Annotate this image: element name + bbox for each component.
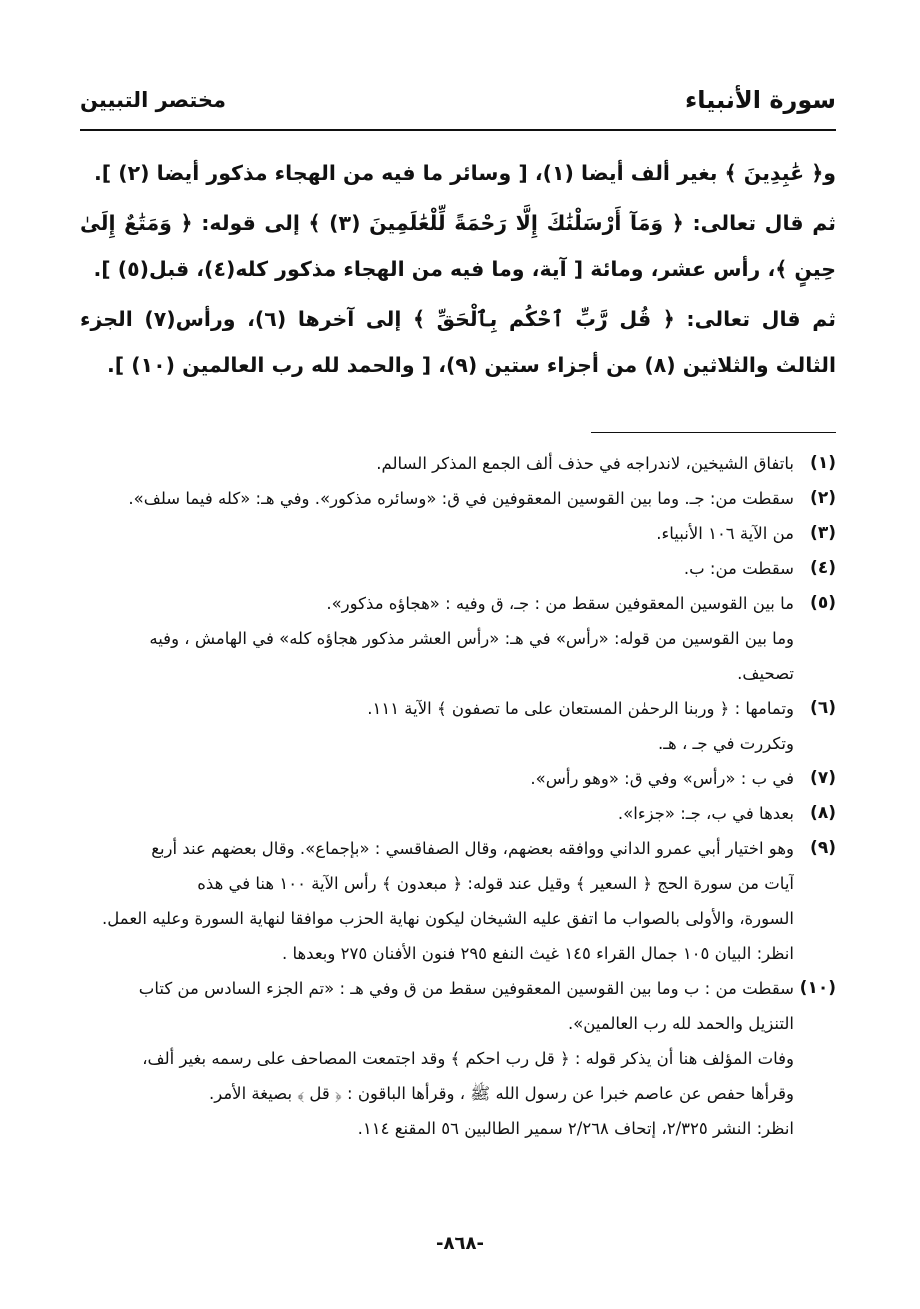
footnote-line: تصحيف. [737,664,794,683]
paragraph-3: ثم قال تعالى: ﴿ قُل رَّبِّ ٱحْكُم بِٱلْحَقِّ ﴾ إلى آخرها (٦)، ورأس(٧) الجزء الثالث والثلاثين (٨) من أجزاء ستين (٩)، [ والحمد لله رب العالمين (١٠) ]. [80,307,836,377]
footnote-line: وتكررت في جـ ، هـ. [657,734,794,753]
footnote-line: وقرأها حفص عن عاصم خبرا عن رسول الله ﷺ ، وقرأها الباقون : ﴿ قل ﴾ بصيغة الأمر. [208,1084,794,1103]
footnote-line: انظر: البيان ١٠٥ جمال القراء ١٤٥ غيث النفع ٢٩٥ فنون الأفنان ٢٧٥ وبعدها . [281,944,794,963]
footnote-line: باتفاق الشيخين، لاندراجه في حذف ألف الجمع المذكر السالم. [376,454,794,473]
footnote-line: انظر: النشر ٢/٣٢٥، إتحاف ٢/٢٦٨ سمير الطالبين ٥٦ المقنع ١١٤. [357,1119,794,1138]
sura-title: سورة الأنبياء [685,86,836,114]
footnote-line: وما بين القوسين من قوله: «رأس» في هـ: «رأس العشر مذكور هجاؤه كله» في الهامش ، وفيه [149,629,794,648]
footnote-8 [80,796,836,831]
footnote-number: (٩) [810,838,836,858]
footnote-10 [80,971,836,1146]
footnotes [80,446,836,1146]
footnote-7 [80,761,836,796]
paragraph-1: و﴿ عَٰبِدِينَ ﴾ بغير ألف أيضا (١)، [ وسائر ما فيه من الهجاء مذكور أيضا (٢) ]. [93,161,836,185]
footnote-1 [80,446,836,481]
footnote-5 [80,586,836,691]
footnote-number: (٢) [810,488,836,508]
footnote-number: (١) [810,453,836,473]
footnote-number: (٤) [810,558,836,578]
footnote-line: ما بين القوسين المعقوفين سقط من : جـ، ق وفيه : «هجاؤه مذكور». [326,594,794,613]
footnote-3 [80,516,836,551]
footnote-number: (٨) [810,803,836,823]
footnote-line: بعدها في ب، جـ: «جزءا». [617,804,794,823]
footnote-2 [80,481,836,516]
footnote-line: وفات المؤلف هنا أن يذكر قوله : ﴿ قل رب احكم ﴾ وقد اجتمعت المصاحف على رسمه بغير ألف، [142,1049,794,1068]
footnote-number: (١٠) [799,978,836,998]
footnote-number: (٣) [810,523,836,543]
footnote-line: سقطت من : ب وما بين القوسين المعقوفين سقط من ق وفي هـ : «تم الجزء السادس من كتاب [138,979,794,998]
footnote-line: وتمامها : ﴿ وربنا الرحمٰن المستعان على ما تصفون ﴾ الآية ١١١. [367,699,794,718]
footnote-number: (٧) [810,768,836,788]
footnote-4 [80,551,836,586]
running-header [80,78,836,122]
footnote-separator [591,432,836,433]
footnote-line: آيات من سورة الحج ﴿ السعير ﴾ وقيل عند قوله: ﴿ مبعدون ﴾ رأس الآية ١٠٠ هنا في هذه [197,874,794,893]
footnote-line: سقطت من: جـ. وما بين القوسين المعقوفين في ق: «وسائره مذكور». وفي هـ: «كله فيما سلف». [128,489,794,508]
paragraph-2: ثم قال تعالى: ﴿ وَمَآ أَرْسَلْنَٰكَ إِلَّا رَحْمَةً لِّلْعَٰلَمِينَ (٣) ﴾ إلى قوله: ﴿ وَمَتَٰعٌ إِلَىٰ حِينٍ ﴾، رأس عشر، ومائة [ آية، وما فيه من الهجاء مذكور كله(٤)، قبل(٥) ]. [80,211,836,281]
book-title: مختصر التبيين [80,88,227,112]
footnote-9 [80,831,836,971]
page-number: -٨٦٨- [436,1233,484,1254]
footnote-line: السورة، والأولى بالصواب ما اتفق عليه الشيخان ليكون نهاية الحزب موافقا لنهاية السورة وعليه العمل. [102,909,794,928]
footnote-number: (٥) [810,593,836,613]
footnote-line: سقطت من: ب. [683,559,794,578]
footnote-6 [80,691,836,761]
header-rule [80,129,836,131]
main-text [80,150,836,392]
footnote-number: (٦) [810,698,836,718]
footnote-line: في ب : «رأس» وفي ق: «وهو رأس». [530,769,794,788]
footnote-line: التنزيل والحمد لله رب العالمين». [567,1014,794,1033]
footnote-line: وهو اختيار أبي عمرو الداني ووافقه بعضهم، وقال الصفاقسي : «بإجماع». وقال بعضهم عند أربع [151,839,794,858]
footnote-line: من الآية ١٠٦ الأنبياء. [656,524,794,543]
